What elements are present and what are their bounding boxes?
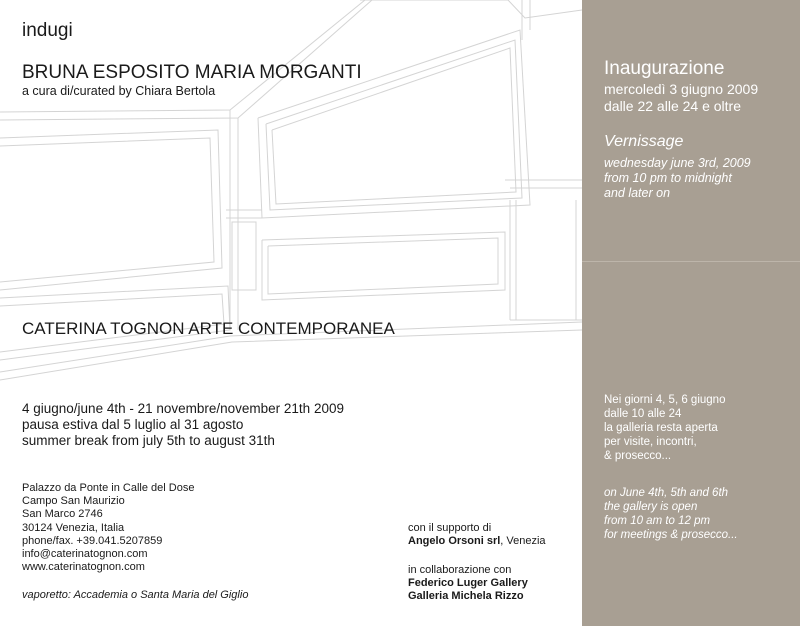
vernissage-line: wednesday june 3rd, 2009 [604,156,751,170]
support-credit [408,522,546,548]
artists-names: BRUNA ESPOSITO MARIA MORGANTI [22,62,362,83]
email-link[interactable]: info@caterinatognon.com [22,548,148,561]
support-sponsor [408,535,546,548]
address-line: Campo San Maurizio [22,495,125,508]
opening-line: & prosecco... [604,450,672,462]
exhibition-title: indugi [22,20,73,41]
partner-name: Galleria Michela Rizzo [408,590,524,603]
opening-line: the gallery is open [604,501,698,513]
inauguration-line: dalle 22 alle 24 e oltre [604,98,741,114]
opening-line: la galleria resta aperta [604,422,718,434]
phone-fax: phone/fax. +39.041.5207859 [22,534,163,547]
sponsor-name: Angelo Orsoni srl [408,535,501,548]
opening-line: on June 4th, 5th and 6th [604,487,729,499]
vaporetto-info: vaporetto: Accademia o Santa Maria del Giglio [22,589,249,601]
sponsor-city: , Venezia [500,535,546,548]
opening-days-italian [604,393,725,463]
opening-line: Nei giorni 4, 5, 6 giugno [604,394,726,406]
opening-line: dalle 10 alle 24 [604,408,682,420]
address-line: San Marco 2746 [22,508,103,521]
dates-line: 4 giugno/june 4th - 21 novembre/november 21th 2009 [22,401,344,416]
inauguration-date [604,81,758,115]
panel-divider [582,261,800,262]
collaboration-label: in collaborazione con [408,564,512,576]
address-line: 30124 Venezia, Italia [22,521,125,534]
opening-line: from 10 am to 12 pm [604,515,711,527]
vernissage-title: Vernissage [604,133,684,150]
info-side-panel [582,0,800,626]
vernissage-date [604,156,751,201]
opening-days-english [604,486,738,542]
vernissage-line: from 10 pm to midnight [604,171,732,185]
address-line: Palazzo da Ponte in Calle del Dose [22,482,195,494]
dates-line: summer break from july 5th to august 31th [22,433,275,448]
inauguration-title: Inaugurazione [604,58,725,79]
dates-line: pausa estiva dal 5 luglio al 31 agosto [22,417,244,432]
gallery-address [22,482,194,574]
collaboration-credit [408,564,528,604]
partner-name: Federico Luger Gallery [408,577,528,590]
exhibition-dates [22,401,344,449]
curator-line: a cura di/curated by Chiara Bertola [22,84,216,98]
opening-line: per visite, incontri, [604,436,697,448]
inauguration-line: mercoledì 3 giugno 2009 [604,81,759,97]
support-label: con il supporto di [408,522,492,534]
vernissage-line: and later on [604,186,671,200]
website-link[interactable]: www.caterinatognon.com [22,561,145,574]
gallery-name: CATERINA TOGNON ARTE CONTEMPORANEA [22,319,395,338]
opening-line: for meetings & prosecco... [604,529,738,541]
